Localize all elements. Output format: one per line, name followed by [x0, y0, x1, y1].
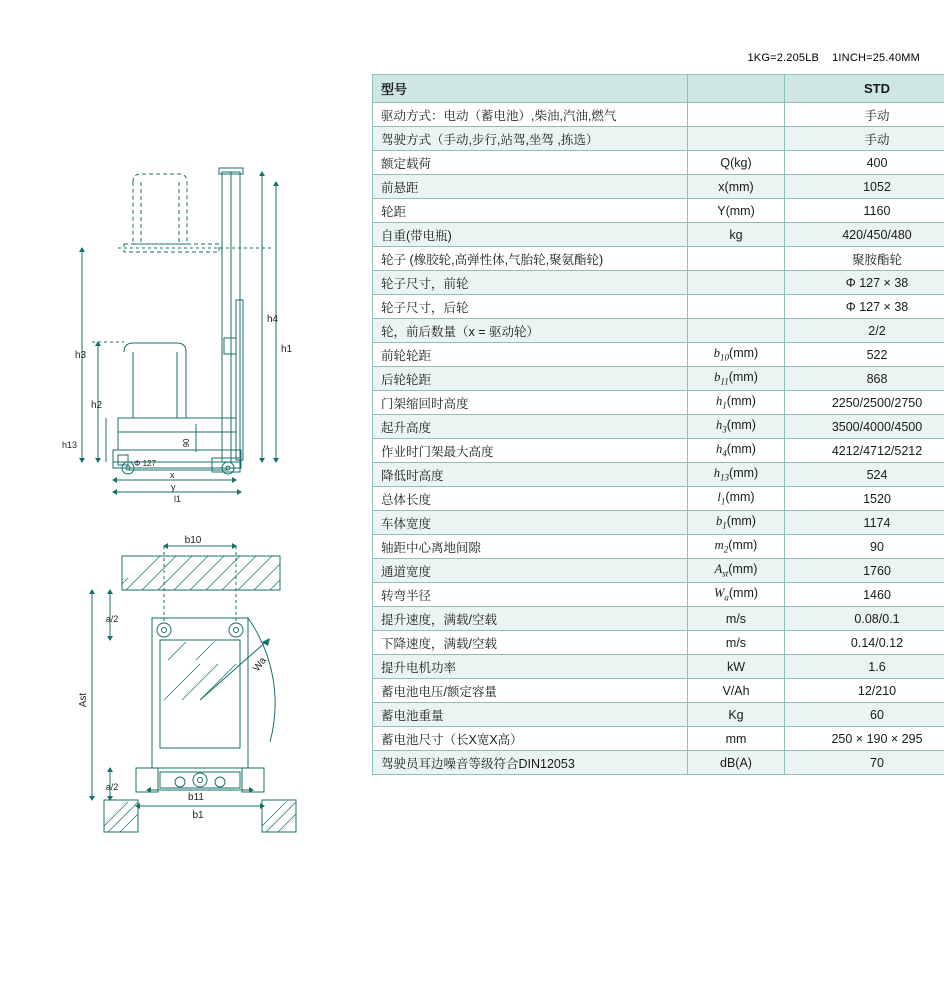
- row-value: 0.14/0.12: [785, 631, 944, 655]
- row-label: 蓄电池重量: [373, 703, 688, 727]
- row-label: 额定载荷: [373, 151, 688, 175]
- row-label: 车体宽度: [373, 511, 688, 535]
- row-label: 门架缩回时高度: [373, 391, 688, 415]
- table-row: [373, 271, 944, 295]
- row-label: 驱动方式：电动（蓄电池）,柴油,汽油,燃气: [373, 103, 688, 127]
- row-value: 2250/2500/2750: [785, 391, 944, 415]
- table-row: [373, 223, 944, 247]
- row-label: 降低时高度: [373, 463, 688, 487]
- row-symbol: kW: [688, 655, 785, 679]
- row-symbol: [688, 103, 785, 127]
- table-row: [373, 439, 944, 463]
- row-label: 提升电机功率: [373, 655, 688, 679]
- row-label: 蓄电池电压/额定容量: [373, 679, 688, 703]
- drawings-svg: [0, 0, 360, 1003]
- row-symbol: Y(mm): [688, 199, 785, 223]
- svg-text:x: x: [170, 470, 175, 480]
- header-model: 型号: [373, 75, 688, 103]
- header-symbol: [688, 75, 785, 103]
- svg-text:Φ 127: Φ 127: [134, 459, 157, 468]
- table-row: [373, 295, 944, 319]
- svg-text:l1: l1: [174, 494, 181, 504]
- row-symbol: $b_{11}(mm)$: [688, 367, 785, 391]
- row-symbol: Q(kg): [688, 151, 785, 175]
- row-value: 400: [785, 151, 944, 175]
- row-label: 轮子尺寸，后轮: [373, 295, 688, 319]
- row-value: 1460: [785, 583, 944, 607]
- row-symbol: $A_{st}(mm)$: [688, 559, 785, 583]
- drawings-panel: [0, 0, 360, 1003]
- row-value: 868: [785, 367, 944, 391]
- table-body: [373, 103, 944, 775]
- row-label: 转弯半径: [373, 583, 688, 607]
- specification-table: [372, 74, 944, 775]
- svg-text:90: 90: [182, 438, 191, 447]
- table-row: [373, 559, 944, 583]
- row-value: 1174: [785, 511, 944, 535]
- svg-text:y: y: [171, 482, 176, 492]
- table-row: [373, 535, 944, 559]
- row-value: Φ 127 × 38: [785, 295, 944, 319]
- table-header-row: [373, 75, 944, 103]
- row-symbol: [688, 319, 785, 343]
- row-value: 0.08/0.1: [785, 607, 944, 631]
- row-label: 前轮轮距: [373, 343, 688, 367]
- row-symbol: [688, 247, 785, 271]
- table-row: [373, 127, 944, 151]
- table-row: [373, 583, 944, 607]
- svg-text:h4: h4: [267, 314, 279, 325]
- table-row: [373, 391, 944, 415]
- table-row: [373, 367, 944, 391]
- row-value: 1160: [785, 199, 944, 223]
- row-value: 手动: [785, 103, 944, 127]
- row-symbol: V/Ah: [688, 679, 785, 703]
- row-symbol: $h_1(mm)$: [688, 391, 785, 415]
- svg-text:b11: b11: [188, 792, 204, 803]
- svg-text:Ast: Ast: [78, 693, 89, 708]
- row-value: 60: [785, 703, 944, 727]
- row-value: 250 × 190 × 295: [785, 727, 944, 751]
- specification-panel: [372, 52, 920, 775]
- row-label: 后轮轮距: [373, 367, 688, 391]
- table-row: [373, 487, 944, 511]
- row-value: Φ 127 × 38: [785, 271, 944, 295]
- row-symbol: $m_2(mm)$: [688, 535, 785, 559]
- row-value: 1520: [785, 487, 944, 511]
- row-symbol: $h_3(mm)$: [688, 415, 785, 439]
- table-row: [373, 751, 944, 775]
- row-label: 下降速度，满载/空载: [373, 631, 688, 655]
- row-symbol: m/s: [688, 631, 785, 655]
- row-label: 轴距中心离地间隙: [373, 535, 688, 559]
- row-symbol: x(mm): [688, 175, 785, 199]
- table-row: [373, 631, 944, 655]
- table-row: [373, 199, 944, 223]
- svg-text:h2: h2: [91, 400, 103, 411]
- row-value: 手动: [785, 127, 944, 151]
- row-symbol: m/s: [688, 607, 785, 631]
- side-elevation-drawing: [79, 168, 279, 495]
- row-symbol: kg: [688, 223, 785, 247]
- table-row: [373, 415, 944, 439]
- table-row: [373, 607, 944, 631]
- row-value: 524: [785, 463, 944, 487]
- table-row: [373, 175, 944, 199]
- row-value: 4212/4712/5212: [785, 439, 944, 463]
- row-value: 90: [785, 535, 944, 559]
- plan-view-drawing: [89, 543, 296, 832]
- row-value: 聚胺酯轮: [785, 247, 944, 271]
- table-row: [373, 463, 944, 487]
- row-symbol: [688, 127, 785, 151]
- table-row: [373, 103, 944, 127]
- row-label: 轮距: [373, 199, 688, 223]
- row-symbol: $l_1(mm)$: [688, 487, 785, 511]
- row-symbol: $W_a(mm)$: [688, 583, 785, 607]
- svg-text:b10: b10: [185, 535, 202, 546]
- row-label: 自重(带电瓶): [373, 223, 688, 247]
- svg-text:h3: h3: [75, 350, 87, 361]
- row-value: 2/2: [785, 319, 944, 343]
- row-label: 前悬距: [373, 175, 688, 199]
- row-label: 提升速度，满载/空载: [373, 607, 688, 631]
- row-label: 蓄电池尺寸（长X宽X高）: [373, 727, 688, 751]
- row-value: 420/450/480: [785, 223, 944, 247]
- row-symbol: $b_{10}(mm)$: [688, 343, 785, 367]
- row-value: 1052: [785, 175, 944, 199]
- row-symbol: mm: [688, 727, 785, 751]
- table-row: [373, 151, 944, 175]
- row-label: 轮，前后数量（x = 驱动轮）: [373, 319, 688, 343]
- row-label: 起升高度: [373, 415, 688, 439]
- svg-text:h1: h1: [281, 344, 293, 355]
- table-row: [373, 511, 944, 535]
- row-symbol: $h_4(mm)$: [688, 439, 785, 463]
- row-label: 总体长度: [373, 487, 688, 511]
- svg-text:a/2: a/2: [106, 782, 119, 792]
- table-row: [373, 655, 944, 679]
- row-label: 作业时门架最大高度: [373, 439, 688, 463]
- row-value: 70: [785, 751, 944, 775]
- row-symbol: Kg: [688, 703, 785, 727]
- svg-text:b1: b1: [192, 810, 204, 821]
- row-symbol: [688, 271, 785, 295]
- table-row: [373, 343, 944, 367]
- row-value: 1760: [785, 559, 944, 583]
- row-label: 驾驶员耳边噪音等级符合DIN12053: [373, 751, 688, 775]
- row-symbol: dB(A): [688, 751, 785, 775]
- table-row: [373, 679, 944, 703]
- table-row: [373, 319, 944, 343]
- row-value: 522: [785, 343, 944, 367]
- table-row: [373, 727, 944, 751]
- row-value: 3500/4000/4500: [785, 415, 944, 439]
- row-symbol: $b_1(mm)$: [688, 511, 785, 535]
- row-label: 轮子尺寸，前轮: [373, 271, 688, 295]
- svg-text:h13: h13: [62, 440, 77, 450]
- row-label: 通道宽度: [373, 559, 688, 583]
- row-symbol: $h_{13}(mm)$: [688, 463, 785, 487]
- row-label: 驾驶方式（手动,步行,站驾,坐驾 ,拣选）: [373, 127, 688, 151]
- row-value: 12/210: [785, 679, 944, 703]
- row-label: 轮子 (橡胶轮,高弹性体,气胎轮,聚氨酯轮): [373, 247, 688, 271]
- row-value: 1.6: [785, 655, 944, 679]
- svg-text:Wa: Wa: [251, 655, 269, 674]
- unit-conversion-note: 1KG=2.205LB 1INCH=25.40MM: [372, 52, 920, 64]
- row-symbol: [688, 295, 785, 319]
- svg-text:a/2: a/2: [106, 614, 119, 624]
- header-std: STD: [785, 75, 944, 103]
- table-row: [373, 703, 944, 727]
- table-row: [373, 247, 944, 271]
